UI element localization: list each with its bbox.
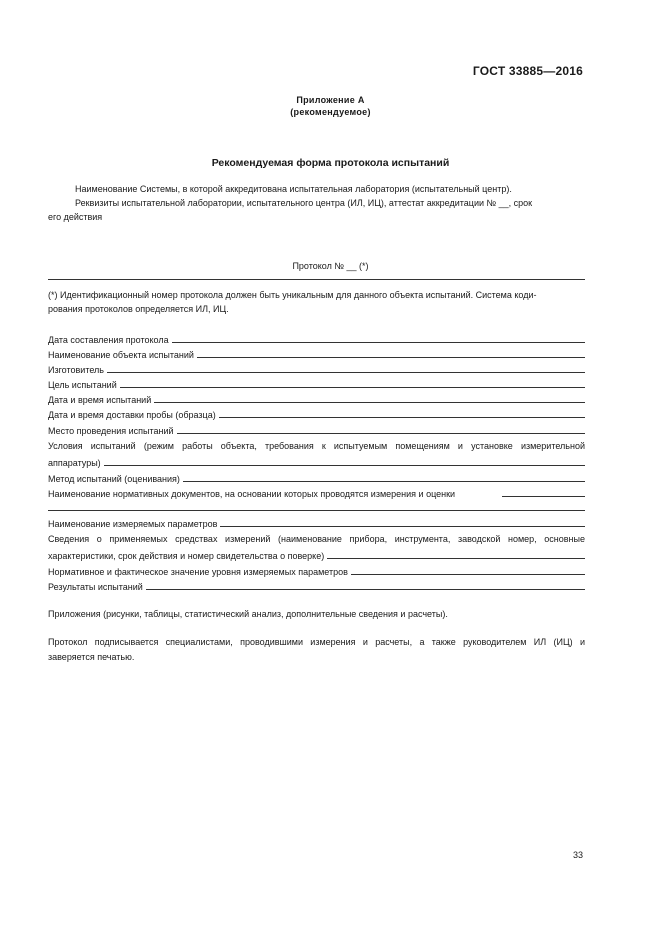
appendix-title: Приложение А — [296, 95, 365, 105]
field-input-line[interactable] — [219, 417, 585, 418]
field-input-line[interactable] — [502, 496, 585, 497]
field-purpose — [48, 378, 585, 390]
footnote-line-1: (*) Идентификационный номер протокола должен быть уникальным для данного объекта испытаний. Система коди- — [48, 290, 537, 300]
page-number: 33 — [572, 850, 583, 860]
signature-note-line-2: заверяется печатью. — [48, 652, 135, 662]
field-method — [48, 472, 585, 484]
standard-number: ГОСТ 33885—2016 — [472, 64, 583, 78]
field-label: Нормативное и фактическое значение уровня измеряемых параметров — [48, 567, 348, 577]
field-manufacturer — [48, 363, 585, 375]
page-title: Рекомендуемая форма протокола испытаний — [211, 157, 450, 169]
field-values — [48, 565, 585, 577]
field-input-line[interactable] — [220, 526, 585, 527]
field-date-compiled — [48, 333, 585, 345]
field-test-datetime — [48, 393, 585, 405]
field-label: Цель испытаний — [48, 380, 117, 390]
field-object-name — [48, 348, 585, 360]
field-label: Результаты испытаний — [48, 582, 143, 592]
instruments-line-1: Сведения о применяемых средствах измерений (наименование прибора, инструмента, заводской номер, основные — [48, 534, 585, 544]
intro-line-2: Реквизиты испытательной лаборатории, испытательного центра (ИЛ, ИЦ), аттестат аккредитации № __, срок — [75, 198, 533, 208]
signature-note-line-1: Протокол подписывается специалистами, проводившими измерения и расчеты, а также руководителем ИЛ (ИЦ) и — [48, 637, 585, 647]
field-input-line[interactable] — [107, 372, 585, 373]
field-instruments — [48, 549, 585, 561]
protocol-number: Протокол № __ (*) — [292, 261, 369, 271]
field-label: Дата составления протокола — [48, 335, 169, 345]
field-normative-docs — [48, 487, 585, 499]
appendix-subtitle: (рекомендуемое) — [290, 107, 371, 117]
field-label: Метод испытаний (оценивания) — [48, 474, 180, 484]
field-input-line[interactable] — [327, 558, 585, 559]
field-label: Наименование измеряемых параметров — [48, 519, 218, 529]
field-label: Изготовитель — [48, 365, 104, 375]
field-label: Место проведения испытаний — [48, 426, 174, 436]
attachments-note: Приложения (рисунки, таблицы, статистический анализ, дополнительные сведения и расчеты). — [48, 609, 448, 619]
field-test-location — [48, 424, 585, 436]
field-input-line[interactable] — [172, 342, 585, 343]
field-measured-params — [48, 517, 585, 529]
field-input-line[interactable] — [146, 589, 585, 590]
intro-line-1: Наименование Системы, в которой аккредитована испытательная лаборатория (испытательный центр). — [75, 184, 512, 194]
field-conditions — [48, 456, 585, 468]
footnote-line-2: рования протоколов определяется ИЛ, ИЦ. — [48, 304, 229, 314]
field-label: аппаратуры) — [48, 458, 101, 468]
field-label: Наименование объекта испытаний — [48, 350, 194, 360]
field-input-line[interactable] — [154, 402, 585, 403]
field-label: Наименование нормативных документов, на основании которых проводятся измерения и оценки — [48, 489, 456, 499]
field-input-line[interactable] — [177, 433, 585, 434]
field-sample-delivery — [48, 408, 585, 420]
field-label: Дата и время испытаний — [48, 395, 152, 405]
field-label: характеристики, срок действия и номер свидетельства о поверке) — [48, 551, 325, 561]
field-results — [48, 580, 585, 592]
intro-line-3: его действия — [48, 212, 103, 222]
conditions-line-1: Условия испытаний (режим работы объекта, требования к испытуемым помещениям и установке измерительной — [48, 441, 585, 451]
field-input-line[interactable] — [351, 574, 585, 575]
field-input-line[interactable] — [197, 357, 585, 358]
field-input-line[interactable] — [183, 481, 585, 482]
field-input-line[interactable] — [104, 465, 585, 466]
field-input-line[interactable] — [120, 387, 585, 388]
field-label: Дата и время доставки пробы (образца) — [48, 410, 216, 420]
protocol-underline — [48, 279, 585, 280]
field-normative-docs-continuation[interactable] — [48, 510, 585, 511]
